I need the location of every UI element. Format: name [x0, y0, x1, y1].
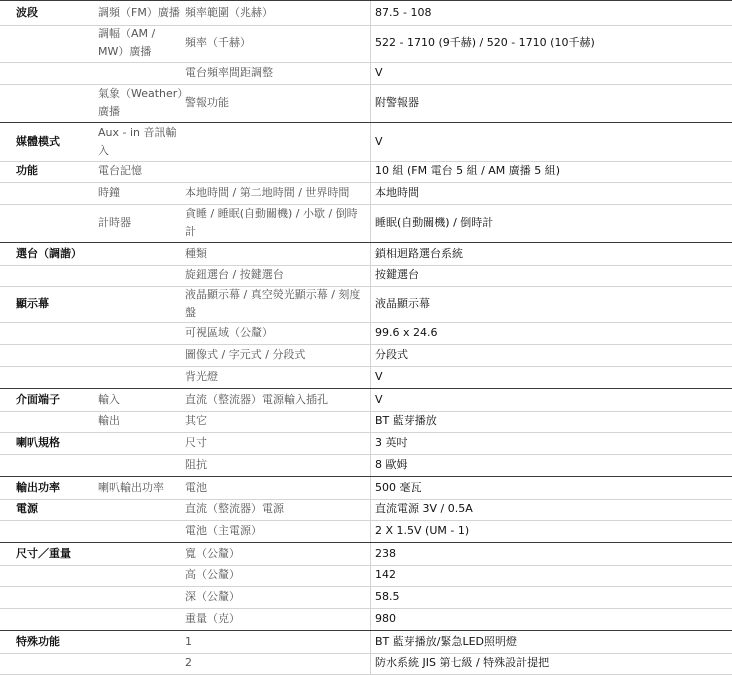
column-divider: [370, 432, 371, 454]
column-divider: [370, 344, 371, 366]
column-divider: [370, 182, 371, 204]
spec-subcategory: [96, 432, 184, 454]
spec-subcategory: 時鐘: [98, 186, 120, 199]
column-divider: [370, 322, 371, 344]
spec-item: 阻抗: [185, 458, 207, 471]
spec-row: [0, 476, 732, 500]
spec-value: V: [375, 370, 383, 383]
spec-subcategory: [96, 498, 184, 520]
spec-item: 尺寸: [185, 436, 207, 449]
spec-subcategory: [96, 564, 184, 586]
spec-value: 按鍵選台: [375, 268, 419, 281]
spec-subcategory: 調幅（AM / MW）廣播: [98, 27, 156, 58]
spec-category: 輸出功率: [16, 481, 60, 494]
column-divider: [370, 454, 371, 476]
spec-subcategory: 輸入: [98, 393, 120, 406]
spec-item: 本地時間 / 第二地時間 / 世界時間: [185, 186, 350, 199]
column-divider: [370, 1, 371, 25]
column-divider: [370, 243, 371, 265]
spec-row: [0, 586, 732, 609]
spec-item: 深（公釐）: [185, 590, 240, 603]
spec-item: 頻率（千赫）: [185, 36, 251, 49]
spec-category: [0, 182, 96, 204]
spec-row: [0, 344, 732, 367]
spec-item: 其它: [185, 414, 207, 427]
spec-value: V: [375, 66, 383, 79]
spec-value: 鎖相迴路選台系統: [375, 247, 463, 260]
spec-row: [0, 322, 732, 345]
spec-subcategory: [96, 243, 184, 265]
column-divider: [370, 366, 371, 388]
spec-row: [0, 286, 732, 323]
spec-subcategory: [96, 286, 184, 322]
spec-subcategory: [96, 264, 184, 286]
spec-row: [0, 388, 732, 412]
spec-category: [0, 84, 96, 122]
spec-category: [0, 264, 96, 286]
spec-category: [0, 454, 96, 476]
spec-category: 尺寸／重量: [16, 547, 71, 560]
spec-value: 3 英吋: [375, 436, 408, 449]
spec-subcategory: [96, 608, 184, 630]
spec-row: [0, 366, 732, 389]
column-divider: [370, 123, 371, 161]
spec-item: 可視區域（公釐）: [185, 326, 273, 339]
spec-item: 背光燈: [185, 370, 218, 383]
spec-item: 圖像式 / 字元式 / 分段式: [185, 348, 306, 361]
column-divider: [370, 410, 371, 432]
spec-category: [0, 520, 96, 542]
spec-row: [0, 498, 732, 521]
spec-category: [0, 322, 96, 344]
spec-category: 顯示幕: [16, 297, 49, 310]
spec-value: 8 歐姆: [375, 458, 408, 471]
spec-item: 頻率範圍（兆赫）: [185, 6, 273, 19]
column-divider: [370, 498, 371, 520]
column-divider: [370, 286, 371, 322]
spec-value: 附警報器: [375, 96, 419, 109]
spec-category: [0, 366, 96, 388]
spec-row: [0, 160, 732, 183]
spec-row: [0, 182, 732, 205]
spec-value: 分段式: [375, 348, 408, 361]
spec-value: 99.6 x 24.6: [375, 326, 438, 339]
spec-row: [0, 84, 732, 123]
spec-value: 980: [375, 612, 396, 625]
column-divider: [370, 264, 371, 286]
spec-category: [0, 410, 96, 432]
spec-value: 液晶顯示幕: [375, 297, 430, 310]
column-divider: [370, 24, 371, 62]
spec-subcategory: 計時器: [98, 216, 131, 229]
spec-subcategory: 喇叭輸出功率: [98, 481, 164, 494]
spec-row: [0, 242, 732, 266]
spec-value: BT 藍芽播放: [375, 414, 437, 427]
spec-item: 直流（整流器）電源: [185, 502, 284, 515]
spec-item: 旋鈕選台 / 按鍵選台: [185, 268, 284, 281]
spec-subcategory: [96, 586, 184, 608]
column-divider: [370, 608, 371, 630]
spec-subcategory: 電台記憶: [98, 164, 142, 177]
spec-value: 87.5 - 108: [375, 6, 432, 19]
spec-subcategory: [96, 520, 184, 542]
spec-category: [0, 586, 96, 608]
spec-category: [0, 652, 96, 674]
column-divider: [370, 62, 371, 84]
column-divider: [370, 389, 371, 411]
spec-row: [0, 62, 732, 85]
spec-row: [0, 608, 732, 631]
spec-value: BT 藍芽播放/緊急LED照明燈: [375, 635, 518, 648]
spec-row: [0, 542, 732, 566]
spec-item: 貪睡 / 睡眠(自動關機) / 小歇 / 倒時計: [185, 207, 358, 238]
column-divider: [370, 520, 371, 542]
spec-category: 介面端子: [16, 393, 60, 406]
spec-category: 波段: [16, 6, 38, 19]
spec-category: [0, 344, 96, 366]
spec-category: [0, 564, 96, 586]
spec-row: [0, 24, 732, 63]
column-divider: [370, 477, 371, 499]
spec-row: [0, 652, 732, 675]
spec-subcategory: 調頻（FM）廣播: [98, 6, 180, 19]
spec-subcategory: 輸出: [98, 414, 120, 427]
spec-category: 電源: [16, 502, 38, 515]
spec-subcategory: [96, 454, 184, 476]
spec-row: [0, 520, 732, 543]
spec-subcategory: 氣象（Weather）廣播: [98, 87, 183, 118]
spec-subcategory: [96, 344, 184, 366]
column-divider: [370, 586, 371, 608]
column-divider: [370, 160, 371, 182]
spec-subcategory: [96, 322, 184, 344]
spec-row: [0, 564, 732, 587]
spec-subcategory: [96, 652, 184, 674]
column-divider: [370, 564, 371, 586]
column-divider: [370, 543, 371, 565]
column-divider: [370, 631, 371, 653]
spec-value: 防水系統 JIS 第七級 / 特殊設計提把: [375, 656, 550, 669]
spec-item: 種類: [185, 247, 207, 260]
spec-row: [0, 0, 732, 26]
spec-category: 媒體模式: [16, 135, 60, 148]
spec-row: [0, 264, 732, 287]
column-divider: [370, 652, 371, 674]
spec-category: [0, 204, 96, 242]
spec-category: [0, 24, 96, 62]
spec-row: [0, 204, 732, 243]
spec-category: [0, 608, 96, 630]
spec-value: V: [375, 135, 383, 148]
spec-value: 10 組 (FM 電台 5 組 / AM 廣播 5 組): [375, 164, 561, 177]
spec-value: 58.5: [375, 590, 400, 603]
spec-subcategory: [96, 631, 184, 653]
spec-value: 522 - 1710 (9千赫) / 520 - 1710 (10千赫): [375, 36, 595, 49]
spec-row: [0, 410, 732, 433]
spec-subcategory: [96, 62, 184, 84]
spec-value: 直流電源 3V / 0.5A: [375, 502, 473, 515]
spec-item: [184, 123, 370, 161]
spec-item: 電台頻率間距調整: [185, 66, 273, 79]
column-divider: [370, 84, 371, 122]
spec-row: [0, 432, 732, 455]
spec-category: 喇叭規格: [16, 436, 60, 449]
spec-item: 高（公釐）: [185, 568, 240, 581]
spec-item: [184, 160, 370, 182]
spec-item: 警報功能: [185, 96, 229, 109]
spec-row: [0, 122, 732, 162]
spec-category: 選台（調諧）: [16, 247, 82, 260]
column-divider: [370, 204, 371, 242]
spec-item: 寬（公釐）: [185, 547, 240, 560]
spec-value: 500 毫瓦: [375, 481, 422, 494]
spec-value: 睡眠(自動關機) / 倒時計: [375, 216, 494, 229]
spec-item: 電池: [185, 481, 207, 494]
spec-value: V: [375, 393, 383, 406]
spec-item: 重量（克）: [185, 612, 240, 625]
spec-value: 238: [375, 547, 396, 560]
spec-item: 液晶顯示幕 / 真空熒光顯示幕 / 刻度盤: [185, 288, 361, 319]
spec-row: [0, 454, 732, 477]
spec-category: [0, 62, 96, 84]
spec-value: 本地時間: [375, 186, 419, 199]
spec-value: 2 X 1.5V (UM - 1): [375, 524, 470, 537]
spec-item: 電池（主電源）: [185, 524, 262, 537]
spec-item: 直流（整流器）電源輸入插孔: [185, 393, 328, 406]
spec-subcategory: [96, 366, 184, 388]
spec-subcategory: Aux - in 音訊輸入: [98, 126, 177, 157]
spec-item: 1: [185, 635, 192, 648]
spec-category: 功能: [16, 164, 38, 177]
spec-item: 2: [185, 656, 192, 669]
spec-subcategory: [96, 543, 184, 565]
spec-row: [0, 630, 732, 654]
spec-value: 142: [375, 568, 396, 581]
spec-category: 特殊功能: [16, 635, 60, 648]
